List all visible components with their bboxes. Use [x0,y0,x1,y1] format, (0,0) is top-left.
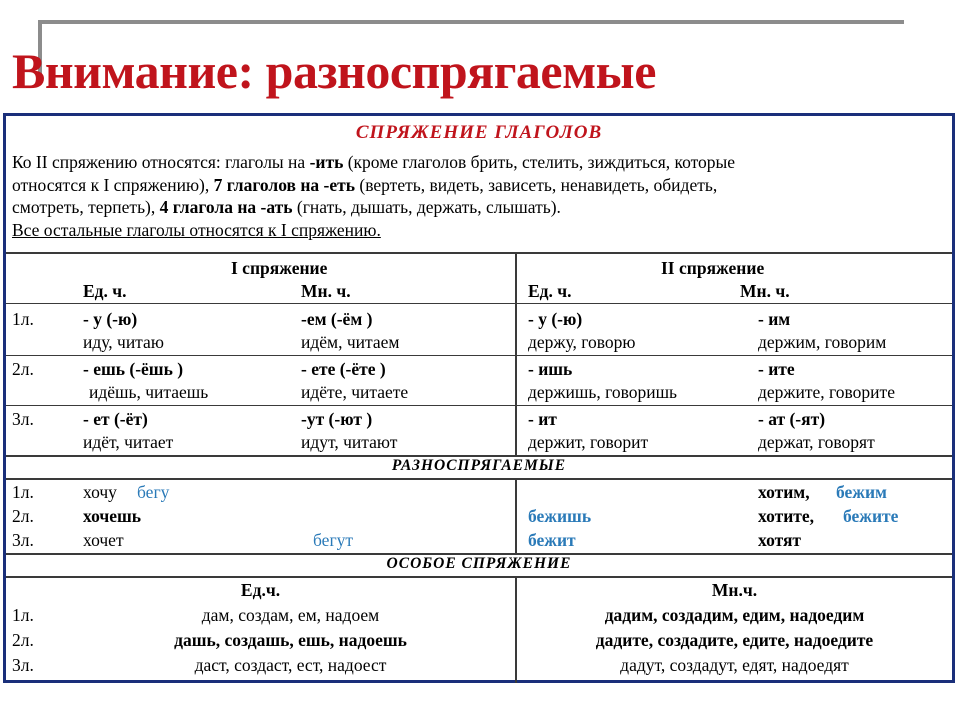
rule-osoboe-head [6,576,952,578]
raznosp-hotite: хотите, [758,506,815,526]
example-c2-pl-2: держите, говорите [758,382,895,402]
intro-l3a: смотреть, терпеть), [12,197,160,217]
header-conj-2: II спряжение [661,258,765,278]
ending-c1-sg-3: - ет (-ёт) [83,409,148,429]
raznosp-hochu: хочу [83,482,117,502]
ending-c2-pl-3: - ат (-ят) [758,409,826,429]
intro-l3c: (гнать, дышать, держать, слышать). [292,197,561,217]
osoboe-sg-3: даст, создаст, ест, надоест [194,655,387,675]
person-3: 3л. [12,409,34,429]
raznosp-person-3: 3л. [12,530,34,550]
raznosp-bezhish: бежишь [528,506,592,526]
ending-c1-sg-2: - ешь (-ёшь ) [83,359,184,379]
example-c1-pl-2: идёте, читаете [301,382,409,402]
example-c2-pl-1: держим, говорим [758,332,887,352]
osoboe-pl-3: дадут, создадут, едят, надоедят [620,655,849,675]
osoboe-sg-2: дашь, создашь, ешь, надоешь [174,630,407,650]
example-c1-pl-1: идём, читаем [301,332,400,352]
rule-header [6,303,952,304]
header-c1-pl: Мн. ч. [301,281,351,301]
ending-c1-pl-1: -ем (-ём ) [301,309,373,329]
intro-line-4: Все остальные глаголы относятся к I спряжению. [12,219,381,240]
rule-row1 [6,355,952,356]
raznosp-begut: бегут [313,530,354,550]
raznosp-hochesh: хочешь [83,506,142,526]
raznosp-hochet: хочет [83,530,124,550]
ending-c1-sg-1: - у (-ю) [83,309,138,329]
decorative-top-line [38,20,904,24]
osoboe-person-2: 2л. [12,630,34,650]
person-1: 1л. [12,309,34,329]
raznosp-begu: бегу [137,482,170,502]
example-c1-sg-3: идёт, читает [83,432,174,452]
intro-l1b: -ить [309,152,344,172]
raznosp-person-2: 2л. [12,506,34,526]
conjugation-panel [3,113,955,683]
osoboe-pl-1: дадим, создадим, едим, надоедим [604,605,865,625]
rule-row2 [6,405,952,406]
raznosp-hotyat: хотят [758,530,802,550]
section-raznosp-heading: РАЗНОСПРЯГАЕМЫЕ [391,457,567,474]
ending-c2-pl-2: - ите [758,359,795,379]
header-c1-sg: Ед. ч. [83,281,127,301]
example-c2-sg-1: держу, говорю [528,332,636,352]
intro-line-3 [12,196,952,219]
header-conj-1: I спряжение [231,258,328,278]
intro-line-2 [12,174,952,197]
panel-title: СПРЯЖЕНИЕ ГЛАГОЛОВ [355,122,603,143]
divider-middle [515,479,517,553]
example-c1-sg-2: идёшь, читаешь [89,382,209,402]
ending-c1-pl-3: -ут (-ют ) [301,409,373,429]
example-c2-sg-3: держит, говорит [528,432,649,452]
ending-c2-sg-3: - ит [528,409,557,429]
example-c1-pl-3: идут, читают [301,432,398,452]
ending-c1-pl-2: - ете (-ёте ) [301,359,386,379]
intro-l3b: 4 глагола на -ать [159,197,293,217]
person-2: 2л. [12,359,34,379]
osoboe-person-3: 3л. [12,655,34,675]
example-c1-sg-1: иду, читаю [83,332,164,352]
intro-l2c: (вертеть, видеть, зависеть, ненавидеть, обидеть, [355,174,718,195]
raznosp-bezhim: бежим [836,482,887,502]
osoboe-sg-1: дам, создам, ем, надоем [201,605,380,625]
ending-c2-sg-2: - ишь [528,359,573,379]
divider-upper [515,253,517,455]
intro-line-1 [12,151,952,174]
intro-text [12,151,952,241]
example-c2-sg-2: держишь, говоришь [528,382,678,402]
rule-top [6,252,952,254]
osoboe-pl-2: дадите, создадите, едите, надоедите [595,630,874,650]
rule-raznosp-head [6,478,952,480]
intro-l1a: Ко II спряжению относятся: глаголы на [12,152,310,172]
raznosp-person-1: 1л. [12,482,34,502]
header-c2-sg: Ед. ч. [528,281,572,301]
osoboe-header-pl: Мн.ч. [711,580,758,600]
raznosp-bezhit: бежит [528,530,576,550]
ending-c2-pl-1: - им [758,309,791,329]
section-osoboe-heading: ОСОБОЕ СПРЯЖЕНИЕ [386,555,572,572]
example-c2-pl-3: держат, говорят [758,432,875,452]
osoboe-person-1: 1л. [12,605,34,625]
raznosp-bezhite: бежите [843,506,899,526]
intro-l1c: (кроме глаголов брить, стелить, зиждиться, которые [343,152,736,172]
ending-c2-sg-1: - у (-ю) [528,309,583,329]
intro-l2b: 7 глаголов на -еть [213,174,356,195]
slide-title: Внимание: разноспрягаемые [12,43,656,99]
intro-l2a: относятся к I спряжению), [12,174,214,195]
header-c2-pl: Мн. ч. [740,281,790,301]
osoboe-header-sg: Ед.ч. [240,580,281,600]
raznosp-hotim: хотим, [758,482,810,502]
